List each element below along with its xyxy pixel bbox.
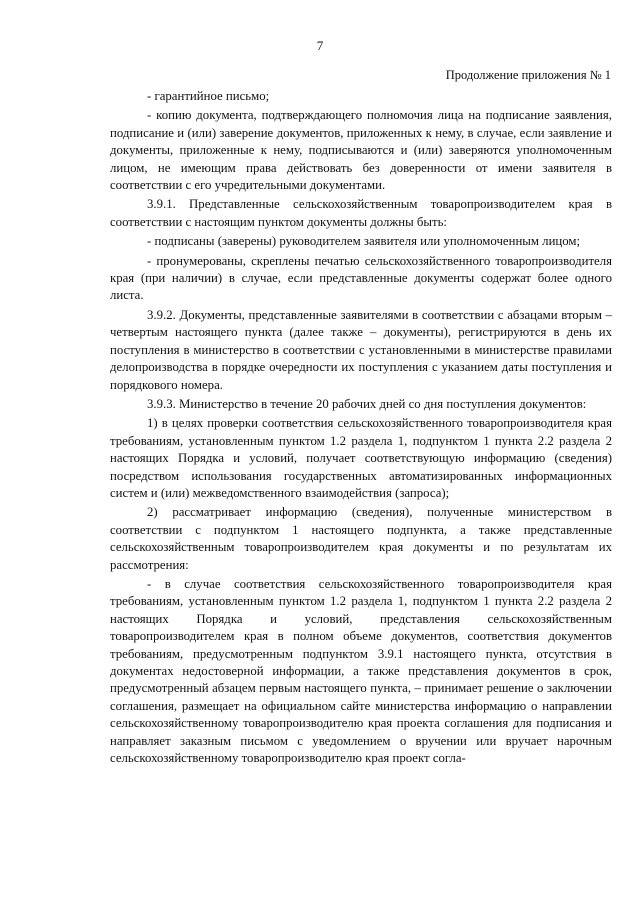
appendix-label: Продолжение приложения № 1 <box>445 68 611 82</box>
paragraph: - копию документа, подтверждающего полномочия лица на подписание заявления, подписание и (или) заверение документов, приложенных к нему, в случае, если заявление и документы, приложенные к нему, подписываются и (или) заверяются уполномоченным лицом, не имеющим права действовать без доверенности от имени заявителя в соответствии с его учредительными документами. <box>110 108 612 193</box>
paragraph: 1) в целях проверки соответствия сельскохозяйственного товаропроизводителя края требованиям, установленным пунктом 1.2 раздела 1, подпунктом 1 пункта 2.2 раздела 2 настоящих Порядка и условий, получает соответствующую информацию (сведения) посредством использования государственных автоматизированных информационных систем и (или) межведомственного взаимодействия (запроса); <box>110 416 612 500</box>
paragraph: - подписаны (заверены) руководителем заявителя или уполномоченным лицом; <box>147 234 581 249</box>
paragraph: 3.9.3. Министерство в течение 20 рабочих дней со дня поступления документов: <box>147 396 587 411</box>
paragraph: - гарантийное письмо; <box>147 89 270 103</box>
document-body <box>110 88 612 769</box>
page-number: 7 <box>316 38 324 53</box>
paragraph: 2) рассматривает информацию (сведения), полученные министерством в соответствии с подпунктом 1 настоящего подпункта, а также представленные сельскохозяйственным товаропроизводителем края документы и по результатам их рассмотрения: <box>110 505 612 572</box>
paragraph: - пронумерованы, скреплены печатью сельскохозяйственного товаропроизводителя края (при наличии) в случае, если представленные документы содержат более одного листа. <box>110 253 612 303</box>
paragraph: - в случае соответствия сельскохозяйственного товаропроизводителя края требованиям, установленным пунктом 1.2 раздела 1, подпунктом 1 пункта 2.2 раздела 2 настоящих Порядка и условий, представления сельскохозяйственным товаропроизводителем края в полном объеме документов, соответствия документов требованиям, предусмотренным подпунктом 3.9.1 настоящего пункта, отсутствия в документах недостоверной информации, а также представления документов в срок, предусмотренный абзацем первым настоящего пункта, – принимает решение о заключении соглашения, размещает на официальном сайте министерства информацию о направлении сельскохозяйственному товаропроизводителю края проекта соглашения для подписания и направляет заказным письмом с уведомлением о вручении или вручает нарочным сельскохозяйственному товаропроизводителю края проект согла- <box>110 576 612 766</box>
paragraph: 3.9.2. Документы, представленные заявителями в соответствии с абзацами вторым – четвертым настоящего пункта (далее также – документы), регистрируются в день их поступления в министерство в соответствии с установленными в министерстве правилами делопроизводства в порядке очередности их поступления с указанием даты поступления и порядкового номера. <box>110 307 612 392</box>
paragraph: 3.9.1. Представленные сельскохозяйственным товаропроизводителем края в соответствии с настоящим пунктом документы должны быть: <box>110 197 612 229</box>
